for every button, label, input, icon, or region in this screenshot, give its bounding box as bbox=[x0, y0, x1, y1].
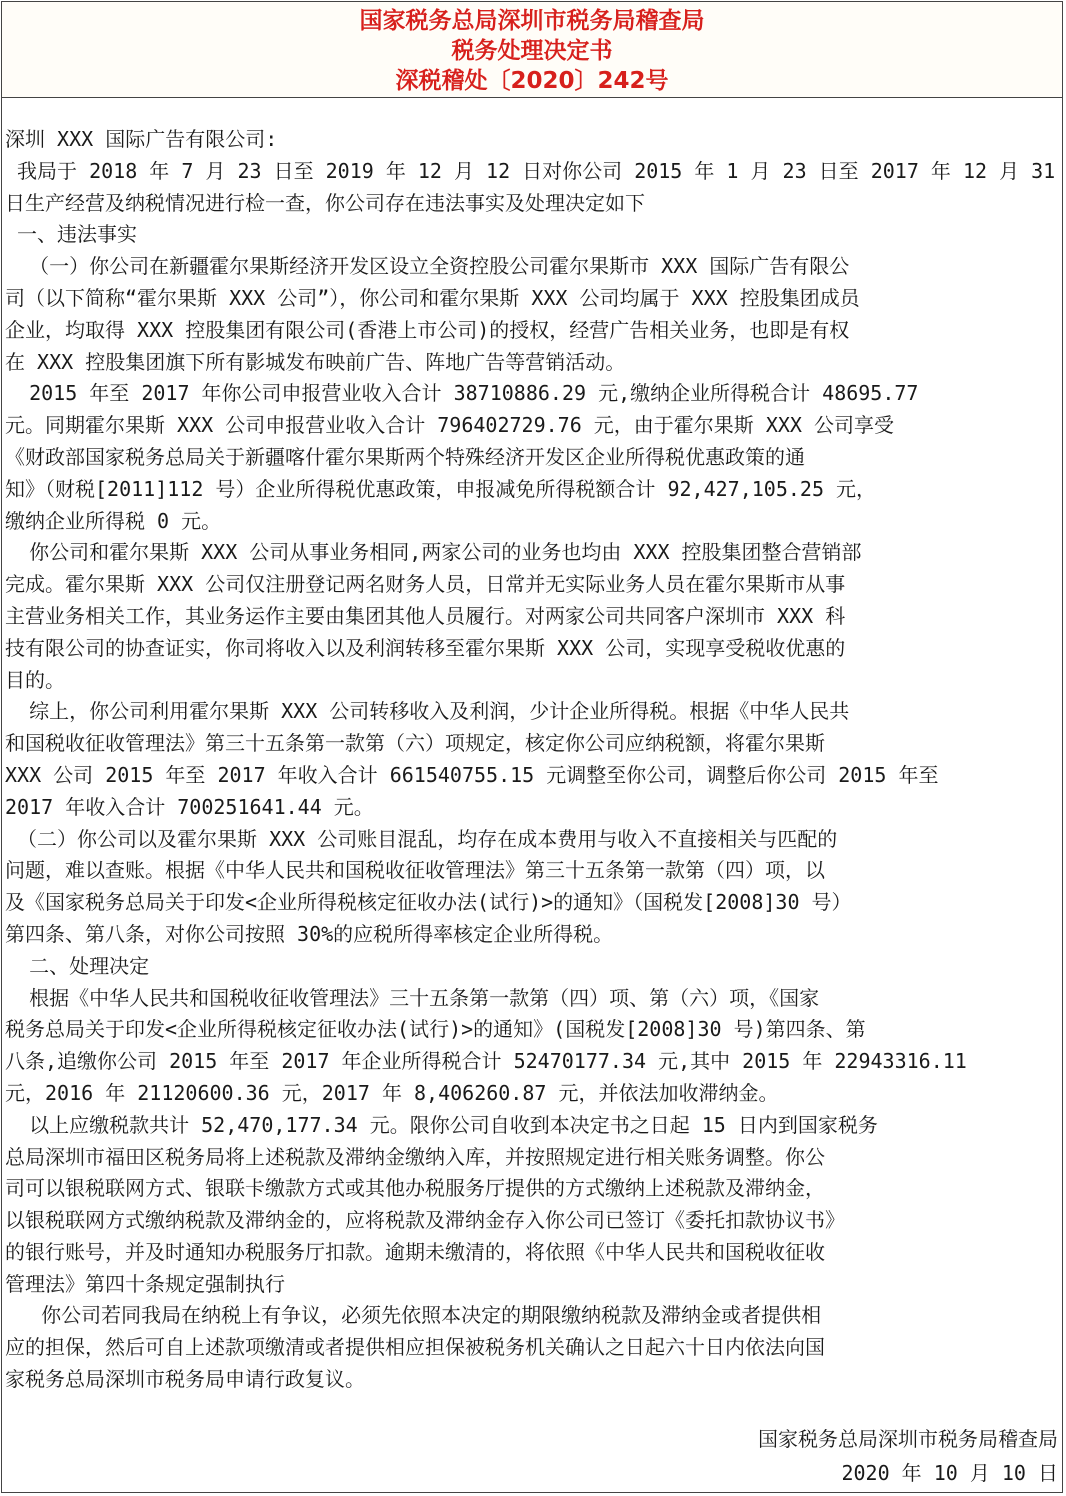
document-body bbox=[2, 98, 1062, 1396]
body-line: 及《国家税务总局关于印发<企业所得税核定征收办法(试行)>的通知》（国税发[2008]30 号） bbox=[5, 890, 852, 915]
body-line: 你公司和霍尔果斯 XXX 公司从事业务相同,两家公司的业务也均由 XXX 控股集团整合营销部 bbox=[5, 540, 862, 565]
body-line: （二）你公司以及霍尔果斯 XXX 公司账目混乱，均存在成本费用与收入不直接相关与匹配的 bbox=[5, 826, 838, 851]
body-line: 总局深圳市福田区税务局将上述税款及滞纳金缴纳入库，并按照规定进行相关账务调整。你公 bbox=[5, 1144, 825, 1169]
body-line: 知》（财税[2011]112 号）企业所得税优惠政策，申报减免所得税额合计 92,427,105.25 元， bbox=[5, 476, 877, 501]
body-line: 主营业务相关工作，其业务运作主要由集团其他人员履行。对两家公司共同客户深圳市 XXX 科 bbox=[5, 603, 846, 628]
body-line: （一）你公司在新疆霍尔果斯经济开发区设立全资控股公司霍尔果斯市 XXX 国际广告有限公 bbox=[5, 254, 850, 279]
body-line: 以上应缴税款共计 52,470,177.34 元。限你公司自收到本决定书之日起 15 日内到国家税务 bbox=[5, 1112, 878, 1137]
body-line: 第四条、第八条，对你公司按照 30%的应税所得率核定企业所得税。 bbox=[5, 921, 614, 946]
body-line: 企业，均取得 XXX 控股集团有限公司(香港上市公司)的授权，经营广告相关业务，也即是有权 bbox=[5, 317, 850, 342]
body-line: 完成。霍尔果斯 XXX 公司仅注册登记两名财务人员，日常并无实际业务人员在霍尔果斯市从事 bbox=[5, 572, 846, 597]
body-line: 司可以银税联网方式、银联卡缴款方式或其他办税服务厅提供的方式缴纳上述税款及滞纳金， bbox=[5, 1176, 825, 1201]
body-line: 的银行账号，并及时通知办税服务厅扣款。逾期未缴清的，将依照《中华人民共和国税收征收 bbox=[5, 1239, 825, 1264]
body-line: 二、处理决定 bbox=[5, 953, 150, 978]
body-line: 目的。 bbox=[5, 667, 65, 692]
body-line: 你公司若同我局在纳税上有争议，必须先依照本决定的期限缴纳税款及滞纳金或者提供相 bbox=[5, 1303, 822, 1328]
body-line: 在 XXX 控股集团旗下所有影城发布映前广告、阵地广告等营销活动。 bbox=[5, 349, 626, 374]
body-line: 《财政部国家税务总局关于新疆喀什霍尔果斯两个特殊经济开发区企业所得税优惠政策的通 bbox=[5, 444, 805, 469]
body-line: 问题，难以查账。根据《中华人民共和国税收征收管理法》第三十五条第一款第（四）项，以 bbox=[5, 858, 825, 883]
body-line: 八条,追缴你公司 2015 年至 2017 年企业所得税合计 52470177.34 元,其中 2015 年 22943316.11 bbox=[5, 1049, 967, 1074]
body-line: 根据《中华人民共和国税收征收管理法》三十五条第一款第（四）项、第（六）项，《国家 bbox=[5, 985, 820, 1010]
body-line: 管理法》第四十条规定强制执行 bbox=[5, 1271, 285, 1296]
signature-date: 2020 年 10 月 10 日 bbox=[841, 1461, 1058, 1485]
body-line: 和国税收征收管理法》第三十五条第一款第（六）项规定，核定你公司应纳税额，将霍尔果斯 bbox=[5, 731, 825, 756]
body-line: 日生产经营及纳税情况进行检一查，你公司存在违法事实及处理决定如下 bbox=[5, 190, 645, 215]
body-line: 司（以下简称“霍尔果斯 XXX 公司”），你公司和霍尔果斯 XXX 公司均属于 XXX 控股集团成员 bbox=[5, 285, 860, 310]
body-line: 家税务总局深圳市税务局申请行政复议。 bbox=[5, 1367, 365, 1392]
body-line: 税务总局关于印发<企业所得税核定征收办法(试行)>的通知》(国税发[2008]30 号)第四条、第 bbox=[5, 1017, 866, 1042]
body-line: 综上，你公司利用霍尔果斯 XXX 公司转移收入及利润，少计企业所得税。根据《中华人民共 bbox=[5, 699, 850, 724]
body-line: 2015 年至 2017 年你公司申报营业收入合计 38710886.29 元,缴纳企业所得税合计 48695.77 bbox=[5, 381, 919, 406]
body-line: 缴纳企业所得税 0 元。 bbox=[5, 508, 222, 533]
document-type-title: 税务处理决定书 bbox=[451, 38, 613, 64]
body-line: 技有限公司的协查证实，你司将收入以及利润转移至霍尔果斯 XXX 公司，实现享受税收优惠的 bbox=[5, 635, 846, 660]
body-line: 一、违法事实 bbox=[5, 222, 138, 247]
body-line: 元，2016 年 21120600.36 元，2017 年 8,406260.87 元，并依法加收滞纳金。 bbox=[5, 1080, 779, 1105]
document-number: 深税稽处〔2020〕242号 bbox=[395, 68, 669, 94]
body-line: 应的担保，然后可自上述款项缴清或者提供相应担保被税务机关确认之日起六十日内依法向国 bbox=[5, 1335, 825, 1360]
body-line: 以银税联网方式缴纳税款及滞纳金的，应将税款及滞纳金存入你公司已签订《委托扣款协议书》 bbox=[5, 1208, 845, 1233]
issuer-title: 国家税务总局深圳市税务局稽查局 bbox=[359, 8, 705, 34]
document-frame bbox=[1, 1, 1063, 1493]
signature-issuer: 国家税务总局深圳市税务局稽查局 bbox=[758, 1427, 1058, 1451]
document-header bbox=[2, 2, 1062, 98]
body-line: 深圳 XXX 国际广告有限公司: bbox=[5, 127, 278, 151]
body-line: XXX 公司 2015 年至 2017 年收入合计 661540755.15 元调整至你公司，调整后你公司 2015 年至 bbox=[5, 762, 939, 787]
body-line: 元。同期霍尔果斯 XXX 公司申报营业收入合计 796402729.76 元，由于霍尔果斯 XXX 公司享受 bbox=[5, 413, 894, 438]
body-line: 我局于 2018 年 7 月 23 日至 2019 年 12 月 12 日对你公司 2015 年 1 月 23 日至 2017 年 12 月 31 bbox=[5, 158, 1056, 183]
body-line: 2017 年收入合计 700251641.44 元。 bbox=[5, 794, 374, 819]
